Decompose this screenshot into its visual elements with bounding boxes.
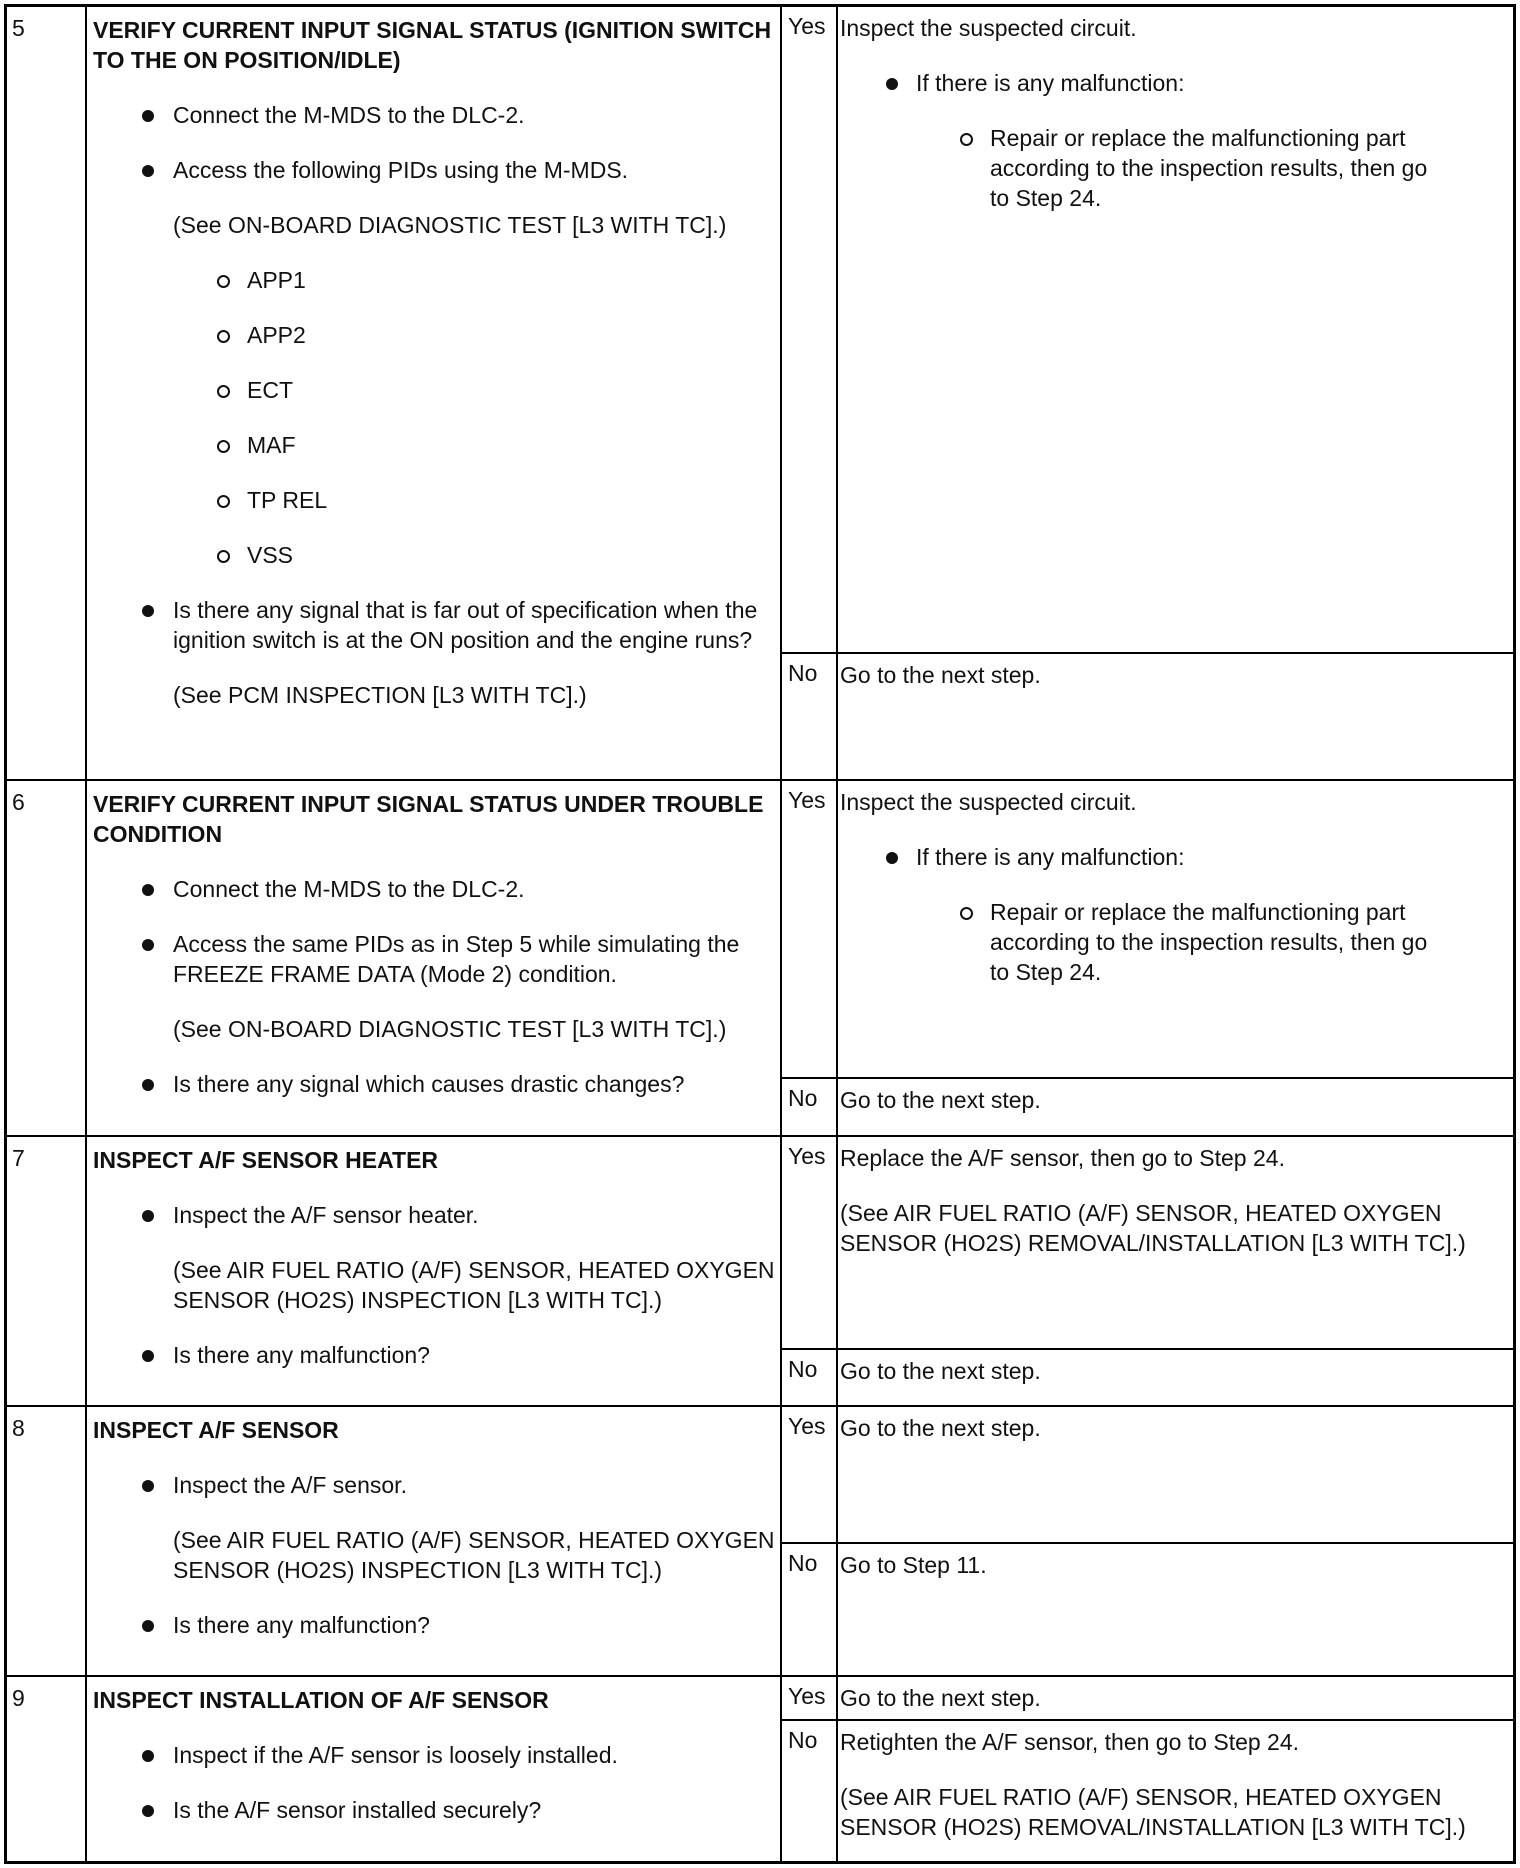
yes-label: Yes — [788, 13, 826, 39]
step-number: 5 — [12, 15, 25, 41]
bullet-item: Is there any malfunction? — [93, 1610, 778, 1640]
action-text: Go to the next step. — [840, 1685, 1041, 1711]
bullet-item: Inspect the A/F sensor. — [93, 1470, 778, 1500]
action-text: Go to the next step. — [840, 1087, 1041, 1113]
step-title: VERIFY CURRENT INPUT SIGNAL STATUS UNDER TROUBLE CONDITION — [93, 791, 764, 847]
pid-item: TP REL — [93, 485, 778, 515]
no-label: No — [788, 660, 818, 686]
diagnostic-procedure-table — [4, 4, 1516, 1864]
step-number: 9 — [12, 1685, 25, 1711]
inspection-cell — [93, 1685, 778, 1825]
bullet-item: Connect the M-MDS to the DLC-2. — [93, 100, 778, 130]
reference-link: (See ON-BOARD DIAGNOSTIC TEST [L3 WITH TC].) — [173, 212, 727, 238]
inspection-cell — [93, 15, 778, 710]
result-yes-row — [780, 1137, 1513, 1348]
bullet-item: Access the same PIDs as in Step 5 while simulating the FREEZE FRAME DATA (Mode 2) condition. — [93, 929, 778, 989]
step-title: INSPECT A/F SENSOR HEATER — [93, 1147, 439, 1173]
pid-item: ECT — [93, 375, 778, 405]
step-number: 8 — [12, 1415, 25, 1441]
reference-link: (See AIR FUEL RATIO (A/F) SENSOR, HEATED OXYGEN SENSOR (HO2S) INSPECTION [L3 WITH TC].) — [173, 1527, 775, 1583]
pid-item: APP2 — [93, 320, 778, 350]
no-label: No — [788, 1727, 818, 1753]
step-row — [7, 1405, 1513, 1677]
step-number: 6 — [12, 789, 25, 815]
result-no-row — [780, 1719, 1513, 1861]
step-number: 7 — [12, 1145, 25, 1171]
bullet-item: Is the A/F sensor installed securely? — [93, 1795, 778, 1825]
bullet-item: If there is any malfunction: — [840, 842, 1505, 872]
bullet-item: Connect the M-MDS to the DLC-2. — [93, 874, 778, 904]
action-text: Retighten the A/F sensor, then go to Step 24. — [840, 1729, 1300, 1755]
bullet-item: Inspect if the A/F sensor is loosely installed. — [93, 1740, 778, 1770]
step-title: INSPECT INSTALLATION OF A/F SENSOR — [93, 1687, 549, 1713]
pid-item: MAF — [93, 430, 778, 460]
action-cell — [840, 1727, 1505, 1842]
reference-link: (See ON-BOARD DIAGNOSTIC TEST [L3 WITH TC].) — [173, 1016, 727, 1042]
sub-item: Repair or replace the malfunctioning part according to the inspection results, then go to Step 24. — [840, 897, 1505, 987]
action-cell — [840, 1413, 1505, 1443]
reference-link: (See PCM INSPECTION [L3 WITH TC].) — [173, 682, 587, 708]
action-text: Go to the next step. — [840, 1415, 1041, 1441]
step-title: INSPECT A/F SENSOR — [93, 1417, 339, 1443]
action-cell — [840, 787, 1505, 987]
action-text: Replace the A/F sensor, then go to Step 24. — [840, 1145, 1285, 1171]
action-cell — [840, 1356, 1505, 1386]
bullet-item: Is there any signal which causes drastic changes? — [93, 1069, 778, 1099]
no-label: No — [788, 1085, 818, 1111]
no-label: No — [788, 1356, 818, 1382]
action-text: Inspect the suspected circuit. — [840, 15, 1137, 41]
result-no-row — [780, 1348, 1513, 1407]
action-cell — [840, 13, 1505, 213]
pid-item: VSS — [93, 540, 778, 570]
result-yes-row — [780, 781, 1513, 1077]
action-cell — [840, 1683, 1505, 1713]
action-text: Go to the next step. — [840, 1358, 1041, 1384]
step-title: VERIFY CURRENT INPUT SIGNAL STATUS (IGNITION SWITCH TO THE ON POSITION/IDLE) — [93, 17, 772, 73]
yes-label: Yes — [788, 787, 826, 813]
action-cell — [840, 1550, 1505, 1580]
action-cell — [840, 1143, 1505, 1258]
result-yes-row — [780, 1677, 1513, 1719]
step-row — [7, 1135, 1513, 1407]
no-label: No — [788, 1550, 818, 1576]
reference-link: (See AIR FUEL RATIO (A/F) SENSOR, HEATED OXYGEN SENSOR (HO2S) INSPECTION [L3 WITH TC].) — [173, 1257, 775, 1313]
bullet-item: Access the following PIDs using the M-MDS. — [93, 155, 778, 185]
step-row — [7, 7, 1513, 779]
reference-link: (See AIR FUEL RATIO (A/F) SENSOR, HEATED OXYGEN SENSOR (HO2S) REMOVAL/INSTALLATION [L3 WITH TC].) — [840, 1784, 1466, 1840]
inspection-cell — [93, 789, 778, 1099]
result-yes-row — [780, 1407, 1513, 1542]
bullet-item: Inspect the A/F sensor heater. — [93, 1200, 778, 1230]
sub-item: Repair or replace the malfunctioning part according to the inspection results, then go to Step 24. — [840, 123, 1505, 213]
action-text: Go to Step 11. — [840, 1552, 987, 1578]
reference-link: (See AIR FUEL RATIO (A/F) SENSOR, HEATED OXYGEN SENSOR (HO2S) REMOVAL/INSTALLATION [L3 WITH TC].) — [840, 1200, 1466, 1256]
bullet-item: Is there any signal that is far out of specification when the ignition switch is at the ON position and the engine runs? — [93, 595, 778, 655]
result-no-row — [780, 652, 1513, 779]
action-text: Inspect the suspected circuit. — [840, 789, 1137, 815]
step-row — [7, 1675, 1513, 1861]
action-text: Go to the next step. — [840, 662, 1041, 688]
step-row — [7, 779, 1513, 1137]
pid-item: APP1 — [93, 265, 778, 295]
bullet-item: Is there any malfunction? — [93, 1340, 778, 1370]
yes-label: Yes — [788, 1413, 826, 1439]
result-yes-row — [780, 7, 1513, 652]
inspection-cell — [93, 1415, 778, 1640]
yes-label: Yes — [788, 1683, 826, 1709]
action-cell — [840, 1085, 1505, 1115]
inspection-cell — [93, 1145, 778, 1370]
result-no-row — [780, 1077, 1513, 1137]
bullet-item: If there is any malfunction: — [840, 68, 1505, 98]
action-cell — [840, 660, 1505, 690]
result-no-row — [780, 1542, 1513, 1677]
yes-label: Yes — [788, 1143, 826, 1169]
